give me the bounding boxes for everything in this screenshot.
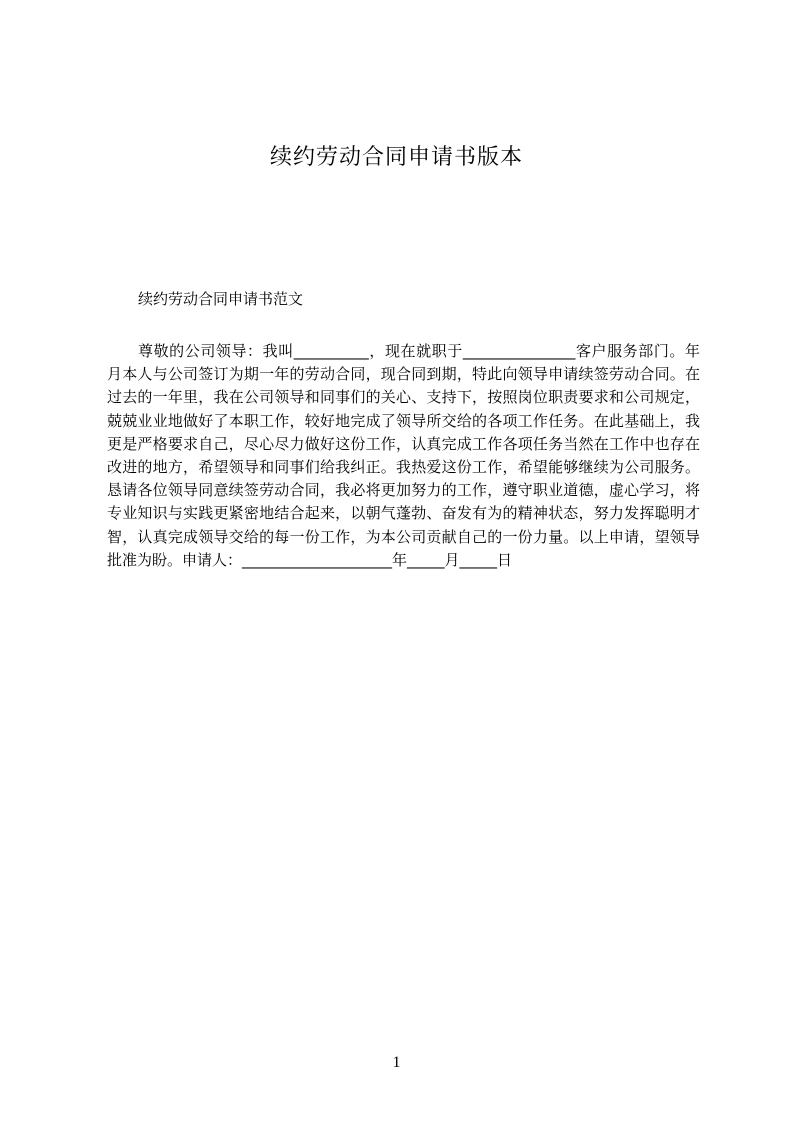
body-main-text: 客户服务部门。年月本人与公司签订为期一年的劳动合同，现合同到期，特此向领导申请续签劳动合同。在过去的一年里，我在公司领导和同事们的关心、支持下，按照岗位职责要求和公司规定，兢兢业业地做好了本职工作，较好地完成了领导所交给的各项工作任务。在此基础上，我更是严格要求自己，尽心尽力做好这份工作，认真完成工作各项任务当然在工作中也存在改进的地方，希望领导和同事们给我纠正。我热爱这份工作，希望能够继续为公司服务。恳请各位领导同意续签劳动合同，我必将更加努力的工作，遵守职业道德，虚心学习，将专业知识与实践更紧密地结合起来，以朝气蓬勃、奋发有为的精神状态，努力发挥聪明才智，认真完成领导交给的每一份工作，为本公司贡献自己的一份力量。以上申请，望领导批准为盼。申请人： — [107, 342, 700, 569]
application-body — [107, 340, 700, 572]
month-label: 月 — [444, 550, 460, 569]
month-blank: _____ — [407, 550, 445, 569]
department-blank: _______________ — [462, 342, 576, 360]
name-blank: __________ — [293, 342, 369, 360]
page-number: 1 — [392, 1054, 401, 1071]
document-title: 续约劳动合同申请书版本 — [269, 145, 523, 170]
body-employment: ，现在就职于 — [368, 342, 463, 360]
applicant-blank: ____________________ — [242, 550, 393, 569]
day-label: 日 — [497, 550, 513, 569]
year-label: 年 — [392, 550, 408, 569]
document-subtitle: 续约劳动合同申请书范文 — [138, 290, 304, 308]
day-blank: _____ — [459, 550, 498, 569]
body-greeting: 尊敬的公司领导：我叫 — [138, 342, 294, 360]
